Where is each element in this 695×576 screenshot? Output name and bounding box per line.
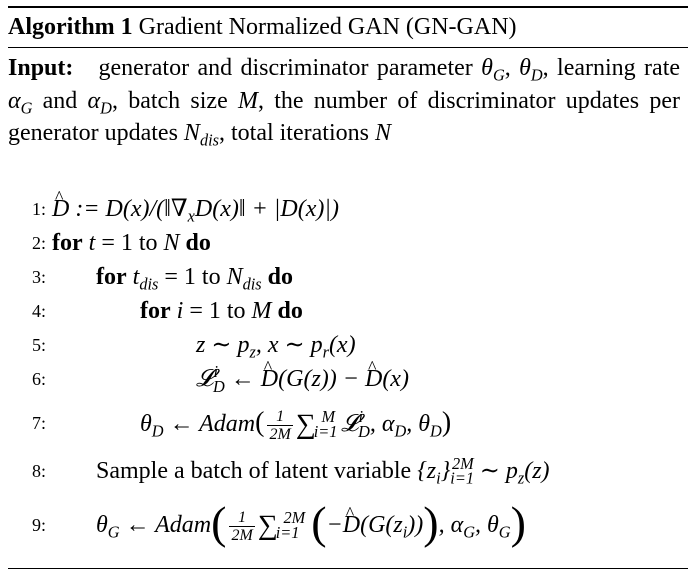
algorithm-line-9 — [8, 497, 688, 548]
line-code: z ∼ $p_z$, x ∼ $p_r(x)$ — [196, 332, 356, 362]
line-code: for t = 1 to N do — [52, 230, 211, 256]
line-number: 4: — [31, 301, 46, 321]
line-number: 7: — [31, 413, 46, 433]
line-number: 5: — [31, 335, 46, 355]
line-number: 3: — [31, 267, 46, 287]
line-number: 2: — [31, 233, 46, 253]
line-number: 1: — [31, 199, 46, 219]
input-label: Input: — [8, 55, 74, 81]
algorithm-line-6 — [8, 357, 688, 401]
input-text-5: the number of discriminator updates per generator updates — [8, 87, 680, 146]
bottom-rule — [8, 568, 688, 569]
line-code: for $t_{dis} = 1$ to $N_{dis}$ do — [96, 264, 293, 294]
input-text-4: batch size — [128, 87, 228, 114]
line-number: 8: — [31, 461, 46, 481]
input-block: Input: generator and discriminator parameter $\theta_G$, $\theta_D$, learning rate $\alpha_G$ and $\alpha_D$, batch size M, the number of discriminator updates per generator updates $N_{dis}$, total iterations N — [8, 55, 681, 150]
algorithm-title: Gradient Normalized GAN (GN-GAN) — [138, 14, 517, 40]
input-text-3: and — [42, 87, 78, 114]
line-code: Sample a batch of latent variable $\{z_i\}_{i=1}^{2M}$ ∼ $p_z(z)$ — [96, 454, 550, 488]
line-code: 𝓛$^i_D$ ← ^ D(G(z)) − ^ D(x) — [196, 357, 409, 401]
line-number: 9: — [31, 515, 46, 535]
top-rule — [8, 6, 688, 8]
header-rule — [8, 47, 688, 48]
input-text-2: learning rate — [557, 55, 681, 81]
algorithm-header — [8, 10, 688, 44]
line-code: for i = 1 to M do — [140, 298, 303, 324]
line-code: $\theta_G$ ← Adam( $\frac{1}{2M}$ $\sum_{i=1}^{2M}$ (−^ $D(G(z_i))$), $\alpha_G$, $\theta_G$) — [96, 503, 526, 548]
line-code: $\theta_D$ ← Adam( $\frac{1}{2M}$ $\sum_{i=1}^M$ 𝓛$^i_D$, $\alpha_D$, $\theta_D$) — [140, 407, 452, 443]
input-text-6: total iterations — [230, 120, 369, 146]
algorithm-line-7 — [8, 401, 688, 445]
line-number: 6: — [31, 369, 46, 389]
line-code: ^ D := $D(x)/(‖\nabla_xD(x)‖ + |D(x)|)$ — [52, 187, 339, 231]
input-text-1: generator and discriminator parameter — [98, 55, 473, 81]
algorithm-line-8 — [8, 449, 688, 493]
algorithm-label: Algorithm 1 — [8, 14, 133, 40]
